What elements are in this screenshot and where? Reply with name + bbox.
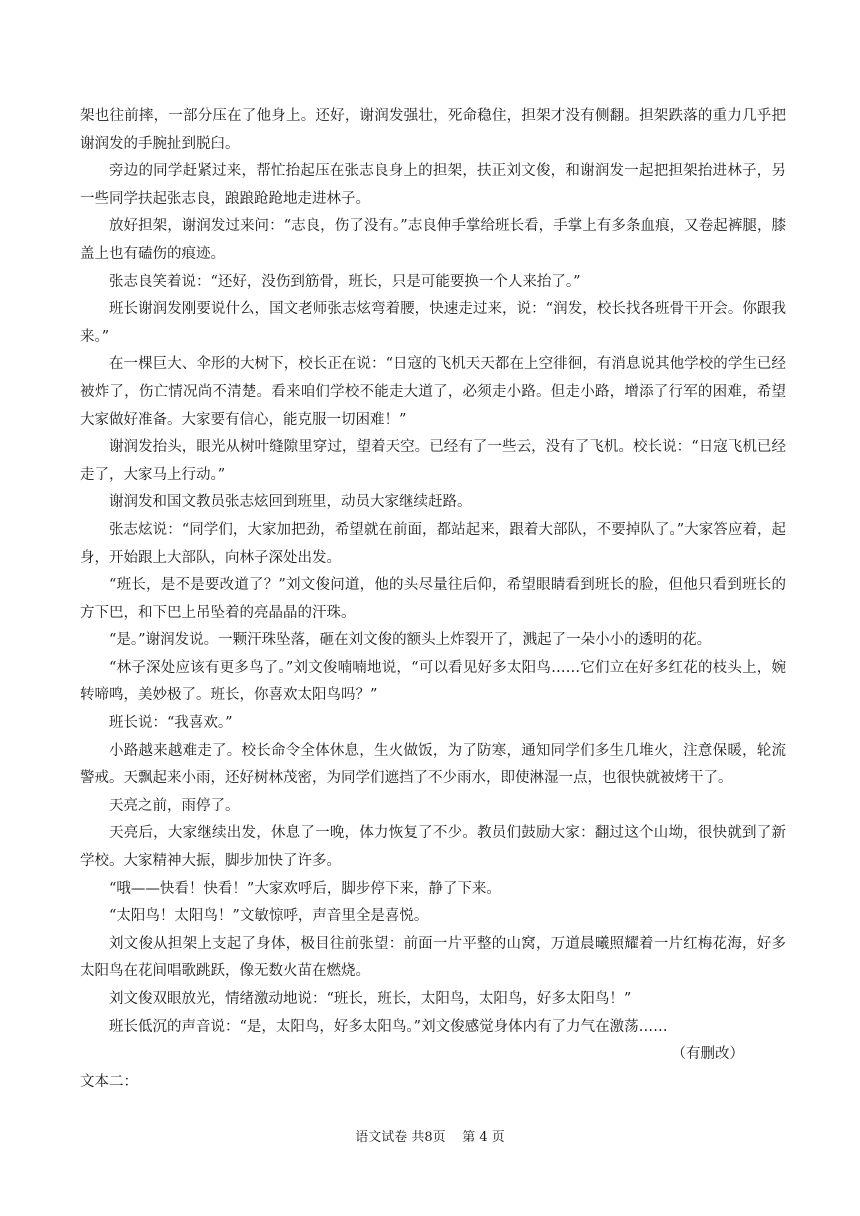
paragraph: 放好担架，谢润发过来问：“志良，伤了没有。”志良伸手掌给班长看，手掌上有多条血痕，又卷起裤腿，膝盖上也有磕伤的痕迹。 — [80, 218, 786, 262]
paragraph: 在一棵巨大、伞形的大树下，校长正在说：“日寇的飞机天天都在上空徘徊，有消息说其他学校的学生已经被炸了，伤亡情况尚不清楚。看来咱们学校不能走大道了，必须走小路。但走小路，增添了行军的困难，希望大家做好准备。大家要有信心，能克服一切困难！” — [80, 356, 786, 428]
paragraph: 刘文俊双眼放光，情绪激动地说：“班长，班长，太阳鸟，太阳鸟，好多太阳鸟！” — [109, 991, 632, 1007]
footer-exam-label: 语文试卷 共 — [355, 1130, 425, 1145]
paragraph: “林子深处应该有更多鸟了。”刘文俊喃喃地说，“可以看见好多太阳鸟……它们立在好多红花的枝头上，婉转啼鸣，美妙极了。班长，你喜欢太阳鸟吗？” — [80, 659, 786, 704]
paragraph: 旁边的同学赶紧过来，帮忙抬起压在张志良身上的担架，扶正刘文俊，和谢润发一起把担架抬进林子，另一些同学扶起张志良，踉踉跄跄地走进林子。 — [80, 163, 786, 207]
paragraph: 班长谢润发刚要说什么，国文老师张志炫弯着腰，快速走过来，说：“润发，校长找各班骨干开会。你跟我来。” — [80, 301, 786, 345]
reading-passage — [80, 103, 786, 1096]
paragraph: “班长，是不是要改道了？”刘文俊问道，他的头尽量往后仰，希望眼睛看到班长的脸，但他只看到班长的方下巴，和下巴上吊坠着的亮晶晶的汗珠。 — [80, 577, 786, 621]
source-note: （有删改） — [671, 1046, 744, 1063]
paragraph: “是。”谢润发说。一颗汗珠坠落，砸在刘文俊的额头上炸裂开了，溅起了一朵小小的透明的花。 — [109, 632, 712, 649]
paragraph: 架也往前摔，一部分压在了他身上。还好，谢润发强壮，死命稳住，担架才没有侧翻。担架跌落的重力几乎把谢润发的手腕扯到脱臼。 — [80, 108, 786, 152]
paragraph: 班长说：“我喜欢。” — [109, 715, 233, 732]
footer-page-number: 4 — [479, 1130, 488, 1145]
section-label: 文本二： — [80, 1073, 138, 1090]
paragraph: 刘文俊从担架上支起了身体，极目往前张望：前面一片平整的山窝，万道晨曦照耀着一片红梅花海，好多太阳鸟在花间唱歌跳跃，像无数火苗在燃烧。 — [80, 935, 786, 980]
paragraph: 谢润发和国文教员张志炫回到班里，动员大家继续赶路。 — [109, 494, 472, 511]
paragraph: 班长低沉的声音说：“是，太阳鸟，好多太阳鸟。”刘文俊感觉身体内有了力气在激荡…… — [109, 1018, 668, 1035]
footer-total-pages: 8 — [424, 1130, 433, 1145]
paragraph: 张志炫说：“同学们，大家加把劲，希望就在前面，都站起来，跟着大部队，不要掉队了。”大家答应着，起身，开始跟上大部队，向林子深处出发。 — [80, 521, 786, 566]
paragraph: 张志良笑着说：“还好，没伤到筋骨，班长，只是可能要换一个人来抬了。” — [109, 273, 581, 290]
paragraph: 谢润发抬头，眼光从树叶缝隙里穿过，望着天空。已经有了一些云，没有了飞机。校长说：“日寇飞机已经走了，大家马上行动。” — [80, 439, 786, 483]
paragraph: 天亮之前，雨停了。 — [109, 797, 240, 814]
paragraph: 小路越来越难走了。校长命令全体休息，生火做饭，为了防寒，通知同学们多生几堆火，注意保暖，轮流警戒。天飘起来小雨，还好树林茂密，为同学们遮挡了不少雨水，即使淋湿一点，也很快就被烤干了。 — [80, 742, 786, 787]
paragraph: “太阳鸟！太阳鸟！”文敏惊呼，声音里全是喜悦。 — [109, 908, 429, 925]
paragraph: “哦——快看！快看！”大家欢呼后，脚步停下来，静了下来。 — [109, 880, 501, 897]
paragraph: 天亮后，大家继续出发，休息了一晚，体力恢复了不少。教员们鼓励大家：翻过这个山坳，很快就到了新学校。大家精神大振，脚步加快了许多。 — [80, 825, 786, 870]
page-footer — [0, 1129, 860, 1147]
footer-page-prefix: 第 — [462, 1130, 476, 1145]
footer-page-unit: 页 — [432, 1130, 446, 1145]
footer-page-suffix: 页 — [491, 1130, 505, 1145]
